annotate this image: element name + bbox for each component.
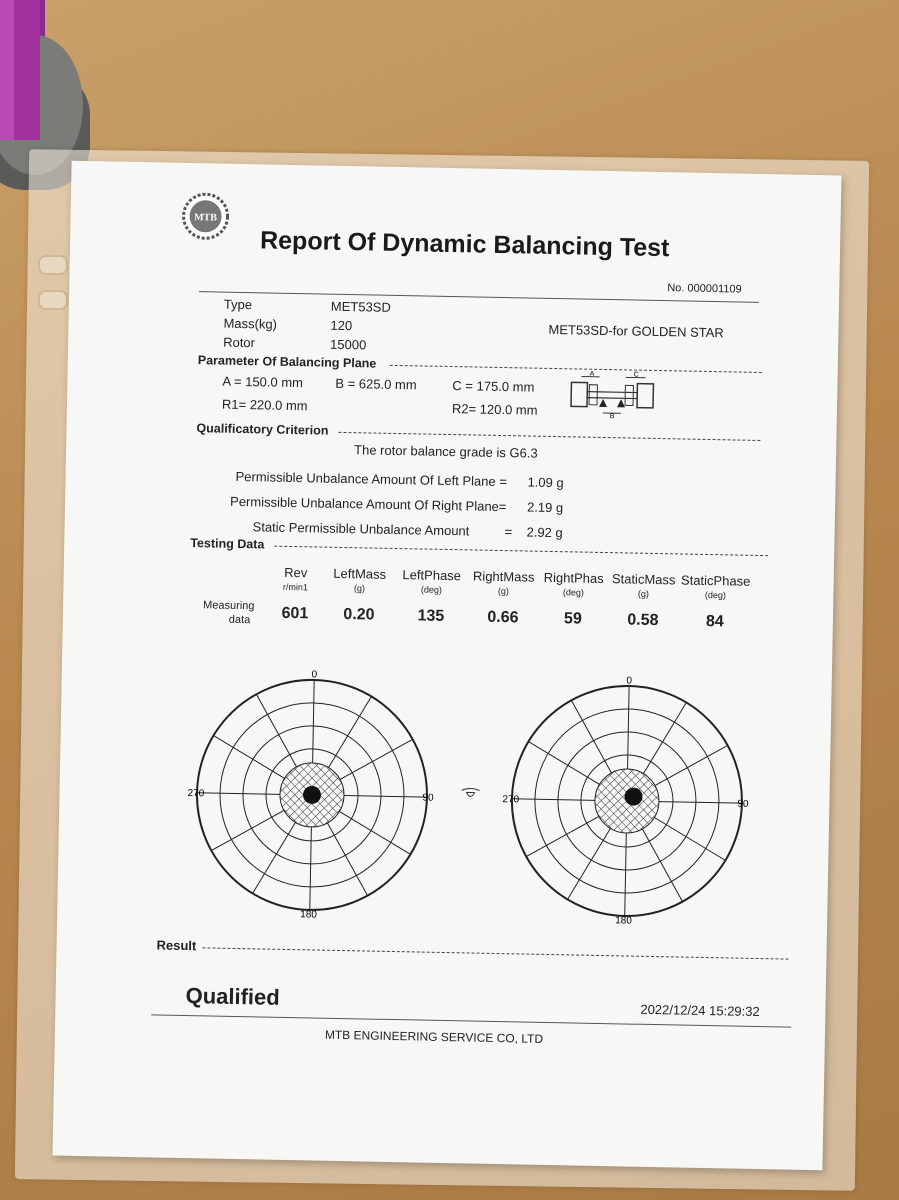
grid-spoke — [625, 833, 627, 916]
value-leftmass: 0.20 — [343, 606, 375, 624]
grid-spoke — [628, 686, 630, 769]
static-label: Static Permissible Unbalance Amount — [252, 519, 470, 539]
angle-label-90: 90 — [422, 792, 434, 804]
mtb-logo — [180, 191, 231, 242]
result-timestamp: 2022/12/24 15:29:32 — [640, 1001, 760, 1020]
grid-spoke — [528, 742, 601, 785]
punch-hole — [38, 255, 68, 275]
angle-label-180: 180 — [300, 909, 317, 921]
left-plane-value: 1.09 g — [527, 474, 564, 491]
grid-spoke — [344, 796, 427, 798]
col-header-rightphase: RightPhas — [543, 569, 604, 586]
col-unit: (g) — [353, 583, 366, 594]
angle-label-0: 0 — [626, 675, 633, 687]
rotor-label: Rotor — [223, 334, 256, 351]
value-staticmass: 0.58 — [627, 611, 659, 630]
type-value: MET53SD — [330, 298, 391, 315]
param-a: A = 150.0 mm — [222, 373, 304, 391]
result-heading: Result — [156, 937, 197, 954]
grid-spoke — [568, 828, 611, 901]
angle-label-90: 90 — [737, 798, 749, 810]
value-staticphase: 84 — [705, 612, 724, 631]
col-unit: (g) — [497, 585, 510, 597]
grid-spoke — [643, 702, 686, 775]
criterion-heading: Qualificatory Criterion — [196, 421, 329, 438]
row-label-measuring: Measuring — [202, 599, 255, 613]
grid-spoke — [213, 736, 286, 779]
angle-label-0: 0 — [311, 669, 318, 681]
result-verdict: Qualified — [185, 983, 280, 1010]
rotor-view-icon — [459, 786, 481, 802]
col-header-rightmass: RightMass — [472, 568, 535, 585]
grid-spoke — [654, 818, 727, 861]
param-r2: R2= 120.0 mm — [451, 401, 538, 418]
grid-spoke — [197, 793, 280, 795]
col-unit: (deg) — [562, 587, 585, 598]
diagram-label-a: A — [589, 370, 595, 378]
value-rev: 601 — [281, 604, 309, 623]
left-plane-label: Permissible Unbalance Amount Of Left Plane = — [235, 468, 508, 490]
report-sheet — [53, 161, 842, 1171]
divider — [203, 947, 789, 959]
grid-spoke — [310, 827, 312, 910]
company-name: MTB ENGINEERING SERVICE CO, LTD — [324, 1027, 544, 1046]
angle-label-270: 270 — [502, 794, 520, 806]
right-plane-value: 2.19 g — [526, 499, 564, 516]
grid-spoke — [253, 822, 296, 895]
punch-hole — [38, 290, 68, 310]
balance-grade: The rotor balance grade is G6.3 — [353, 442, 538, 461]
value-rightphase: 59 — [563, 610, 582, 628]
grid-spoke — [659, 802, 742, 804]
col-unit: (deg) — [704, 589, 726, 601]
grid-spoke — [329, 696, 372, 769]
col-unit: (deg) — [420, 584, 443, 595]
right-polar-plot — [497, 671, 757, 931]
left-polar-plot — [182, 665, 442, 925]
param-b: B = 625.0 mm — [335, 375, 417, 393]
divider — [274, 546, 768, 556]
plane-heading: Parameter Of Balancing Plane — [197, 353, 377, 371]
rotor-description: MET53SD-for GOLDEN STAR — [548, 321, 724, 341]
right-plane-label: Permissible Unbalance Amount Of Right Plane= — [229, 493, 507, 515]
testing-heading: Testing Data — [190, 536, 265, 552]
param-r1: R1= 220.0 mm — [221, 396, 308, 414]
diagram-label-c: C — [633, 371, 639, 379]
col-header-staticmass: StaticMass — [611, 571, 676, 588]
type-label: Type — [223, 296, 253, 313]
balancing-plane-diagram — [567, 368, 658, 420]
col-header-leftphase: LeftPhase — [402, 567, 462, 584]
mass-value: 120 — [330, 317, 353, 334]
col-header-leftmass: LeftMass — [333, 565, 387, 582]
grid-spoke — [512, 799, 595, 801]
angle-label-180: 180 — [615, 915, 632, 927]
mass-label: Mass(kg) — [223, 315, 278, 332]
grid-spoke — [313, 680, 315, 763]
value-leftphase: 135 — [417, 607, 445, 625]
col-unit: (g) — [637, 588, 650, 599]
grid-spoke — [339, 811, 412, 854]
report-number: No. 000001109 — [667, 282, 742, 296]
angle-label-270: 270 — [187, 788, 205, 800]
col-unit: r/min1 — [282, 581, 309, 593]
param-c: C = 175.0 mm — [452, 378, 535, 395]
diagram-label-b: B — [609, 413, 615, 420]
row-label-data: data — [228, 613, 251, 627]
static-value: 2.92 g — [526, 524, 563, 541]
rotor-value: 15000 — [330, 336, 367, 353]
divider — [338, 432, 760, 441]
svg-text:MTB: MTB — [194, 212, 218, 224]
col-header-rev: Rev — [284, 564, 308, 581]
col-header-staticphase: StaticPhase — [680, 572, 751, 589]
report-title: Report Of Dynamic Balancing Test — [259, 226, 670, 263]
value-rightmass: 0.66 — [487, 608, 519, 627]
static-equals: = — [504, 524, 513, 540]
